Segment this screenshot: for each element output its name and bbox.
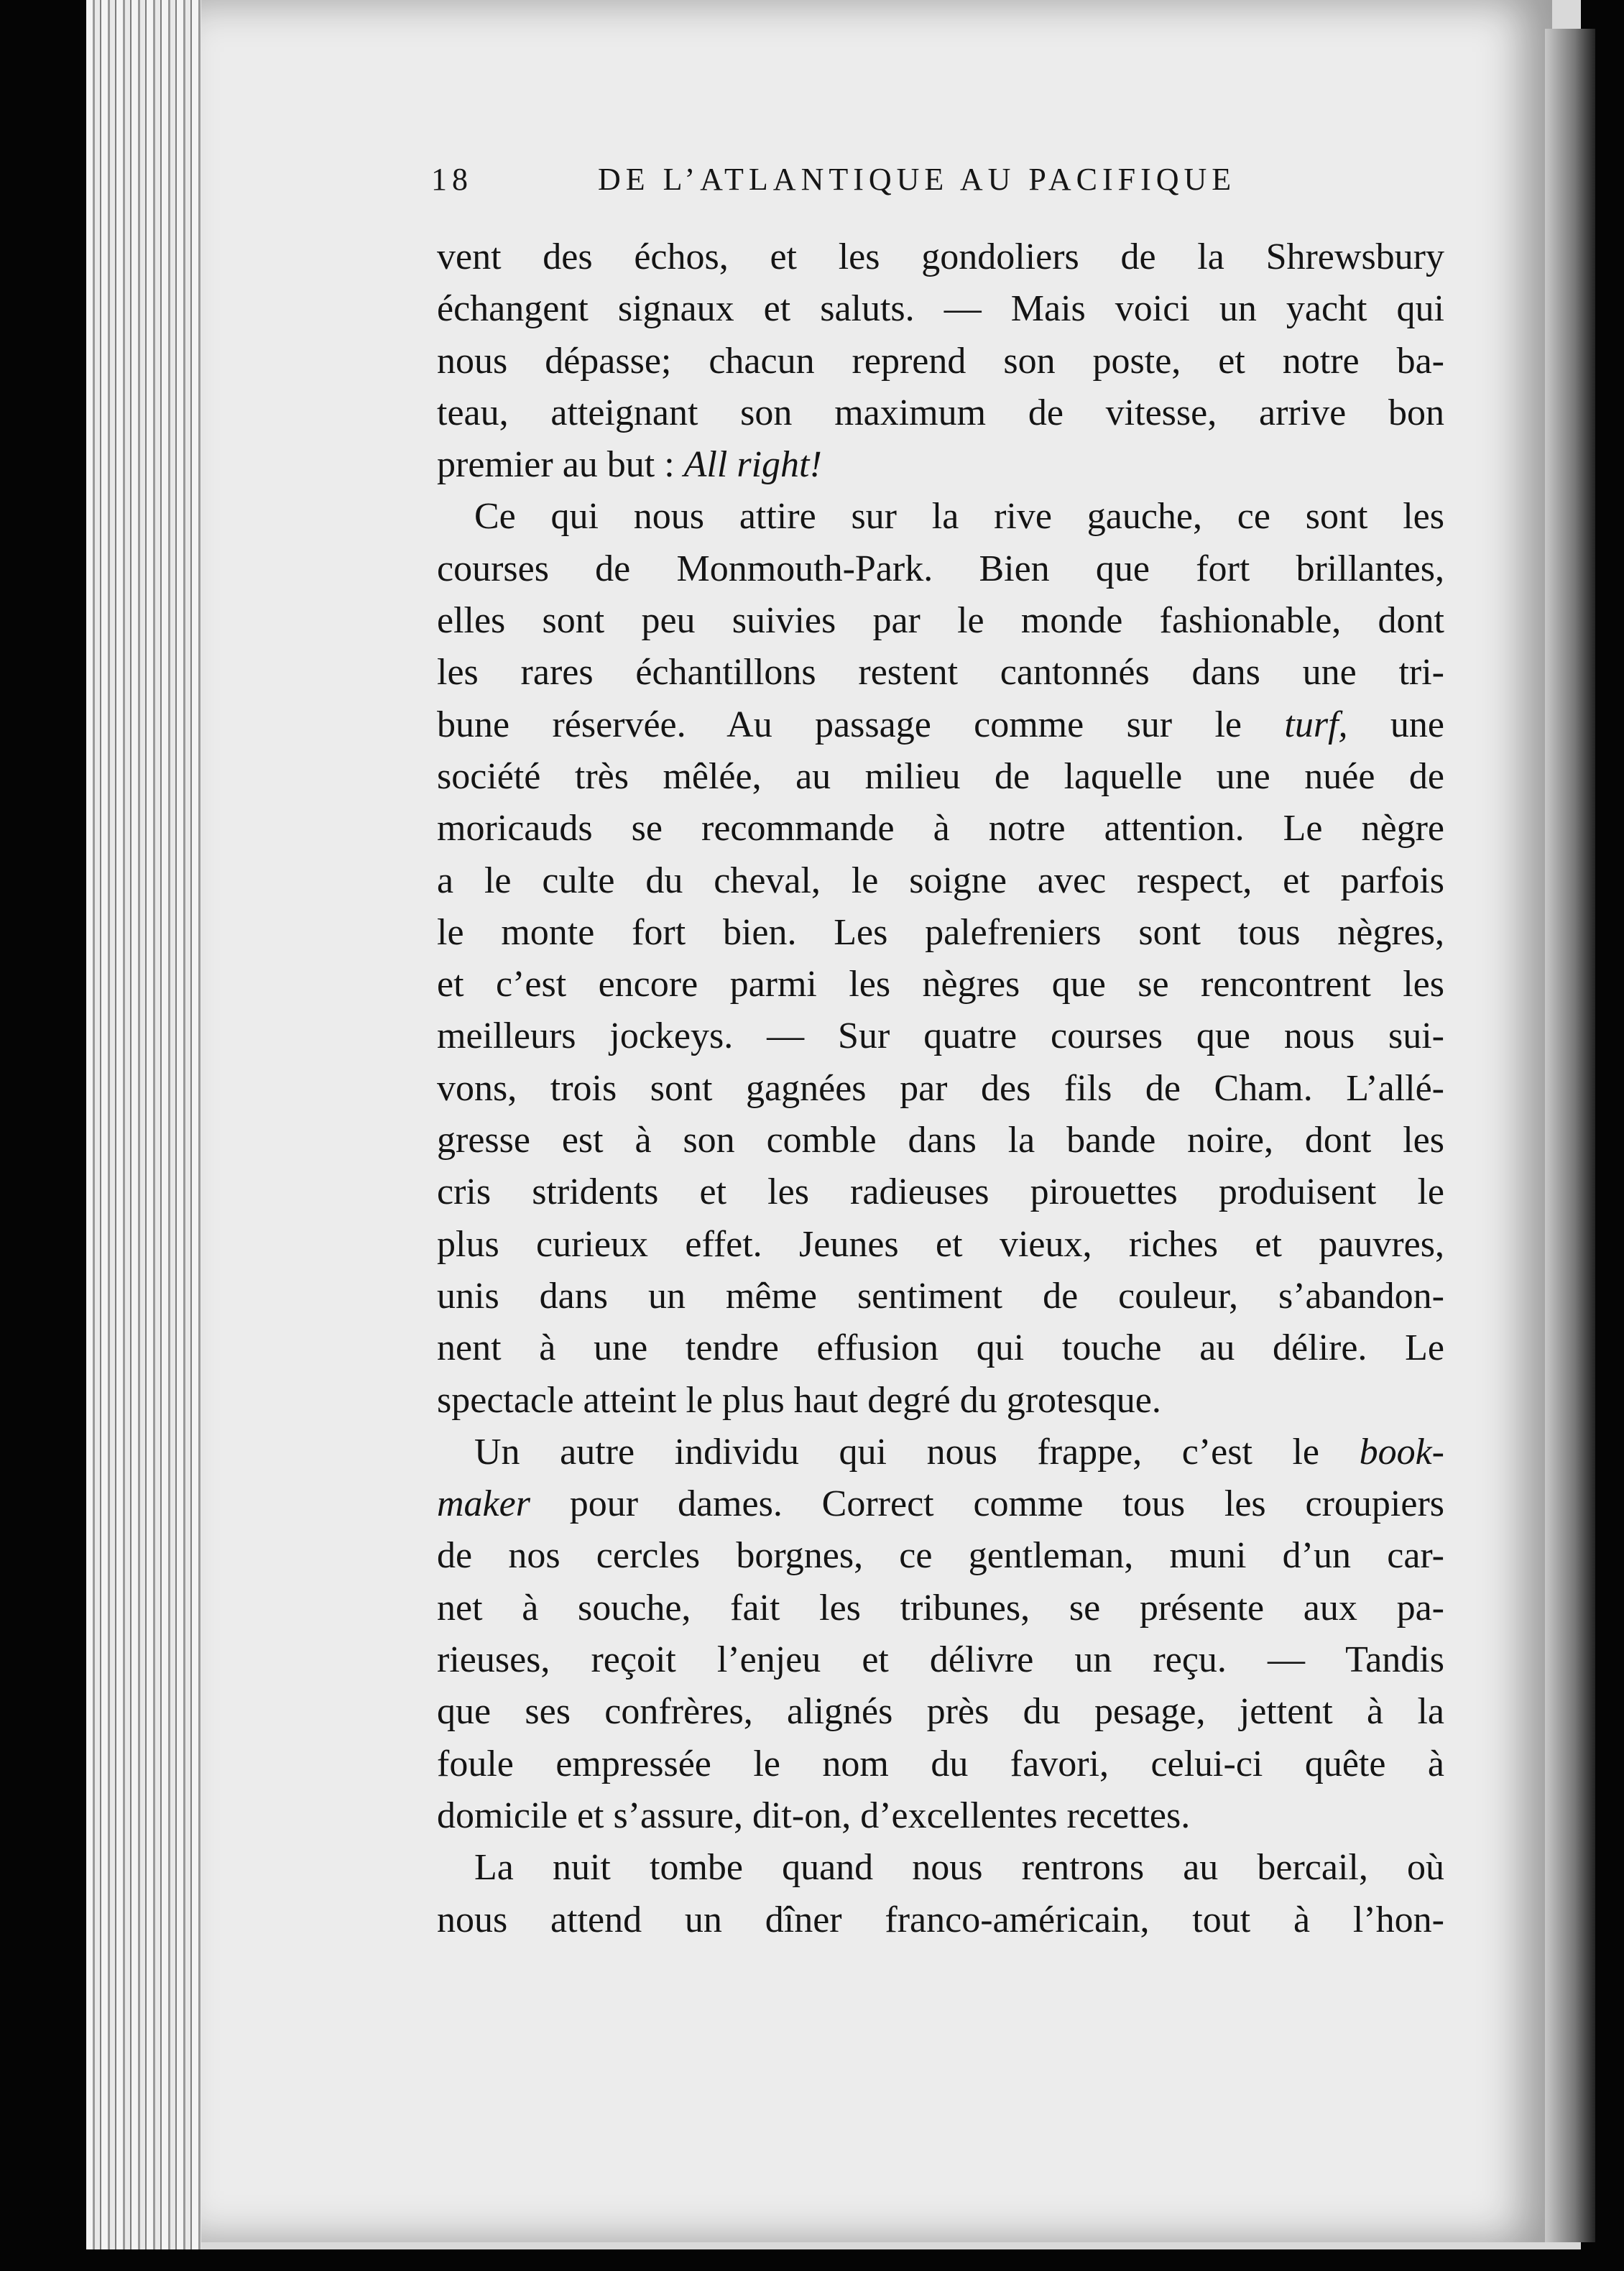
text-run: moricauds se recommande à notre attention. Le nègre [437, 808, 1444, 849]
text-run: plus curieux effet. Jeunes et vieux, riches et pauvres, [437, 1223, 1444, 1265]
text-run: nent à une tendre effusion qui touche au délire. Le [437, 1327, 1444, 1369]
text-run: les rares échantillons restent cantonnés dans une tri- [437, 652, 1444, 694]
text-run: Ce qui nous attire sur la rive gauche, ce sont les [474, 496, 1444, 538]
text-run: foule empressée le nom du favori, celui-ci quête à [437, 1743, 1444, 1784]
text-line [437, 1166, 1444, 1218]
text-line [437, 751, 1444, 803]
text-line [437, 439, 1444, 491]
text-run: premier au but : [437, 444, 684, 486]
text-run: pour dames. Correct comme tous les croupiers [530, 1483, 1444, 1525]
text-line [437, 1115, 1444, 1166]
italic-run: maker [437, 1483, 530, 1525]
text-run: unis dans un même sentiment de couleur, s’abandon- [437, 1275, 1444, 1317]
text-run: que ses confrères, alignés près du pesage, jettent à la [437, 1691, 1444, 1733]
text-run: teau, atteignant son maximum de vitesse, arrive bon [437, 392, 1444, 433]
text-line [437, 1894, 1444, 1946]
text-line [437, 1010, 1444, 1062]
text-line [437, 283, 1444, 335]
text-run: bune réservée. Au passage comme sur le [437, 704, 1285, 745]
text-run: et c’est encore parmi les nègres que se rencontrent les [437, 964, 1444, 1005]
text-line [437, 231, 1444, 283]
page-header [431, 161, 1293, 211]
text-line [437, 1219, 1444, 1271]
text-line [437, 855, 1444, 907]
text-line [437, 1063, 1444, 1115]
text-line [437, 1790, 1444, 1842]
text-run: vent des échos, et les gondoliers de la Shrewsbury [437, 236, 1444, 277]
text-line [437, 387, 1444, 439]
text-run: société très mêlée, au milieu de laquelle une nuée de [437, 755, 1444, 797]
text-run: nous dépasse; chacun reprend son poste, et notre ba- [437, 340, 1444, 382]
text-run: gresse est à son comble dans la bande noire, dont les [437, 1120, 1444, 1161]
text-run: de nos cercles borgnes, ce gentleman, muni d’un car- [437, 1535, 1444, 1577]
text-line [437, 1375, 1444, 1427]
italic-run: turf, [1284, 704, 1348, 745]
text-run: a le culte du cheval, le soigne avec respect, et parfois [437, 860, 1444, 901]
text-run: échangent signaux et saluts. — Mais voici un yacht qui [437, 288, 1444, 330]
page-number: 18 [431, 162, 473, 197]
text-line [437, 1634, 1444, 1686]
text-line [437, 699, 1444, 751]
body-text [437, 231, 1444, 1946]
text-run: spectacle atteint le plus haut degré du grotesque. [437, 1379, 1161, 1421]
text-run: net à souche, fait les tribunes, se présente aux pa- [437, 1587, 1444, 1629]
text-line [437, 543, 1444, 595]
text-line [437, 1686, 1444, 1738]
text-line [437, 1530, 1444, 1582]
italic-run: book- [1359, 1431, 1444, 1473]
text-line [437, 959, 1444, 1010]
text-run: courses de Monmouth-Park. Bien que fort brillantes, [437, 548, 1444, 589]
text-run: meilleurs jockeys. — Sur quatre courses que nous sui- [437, 1015, 1444, 1057]
text-line [437, 336, 1444, 387]
text-run: domicile et s’assure, dit-on, d’excellentes recettes. [437, 1795, 1191, 1836]
text-line [437, 647, 1444, 699]
text-line [437, 1583, 1444, 1634]
page-shadow-edge [1545, 29, 1595, 2242]
text-line [437, 1842, 1444, 1894]
page-edges [86, 0, 201, 2249]
text-line [437, 907, 1444, 959]
text-line [437, 595, 1444, 647]
text-line [437, 1322, 1444, 1374]
text-line [437, 803, 1444, 854]
text-run: rieuses, reçoit l’enjeu et délivre un reçu. — Tandis [437, 1639, 1444, 1681]
text-line [437, 1478, 1444, 1530]
text-line [437, 1427, 1444, 1478]
text-run: le monte fort bien. Les palefreniers sont tous nègres, [437, 911, 1444, 953]
text-run: nous attend un dîner franco-américain, tout à l’hon- [437, 1899, 1444, 1940]
text-line [437, 1271, 1444, 1322]
text-run: une [1347, 704, 1444, 745]
text-run: La nuit tombe quand nous rentrons au bercail, où [474, 1847, 1444, 1889]
text-line [437, 1738, 1444, 1790]
text-run: cris stridents et les radieuses pirouettes produisent le [437, 1171, 1444, 1213]
text-run: elles sont peu suivies par le monde fashionable, dont [437, 600, 1444, 642]
text-run: Un autre individu qui nous frappe, c’est le [474, 1431, 1360, 1473]
italic-run: All right! [683, 444, 822, 486]
running-head: DE L’ATLANTIQUE AU PACIFIQUE [598, 162, 1237, 197]
text-run: vons, trois sont gagnées par des fils de Cham. L’allé- [437, 1067, 1444, 1109]
text-line [437, 491, 1444, 543]
